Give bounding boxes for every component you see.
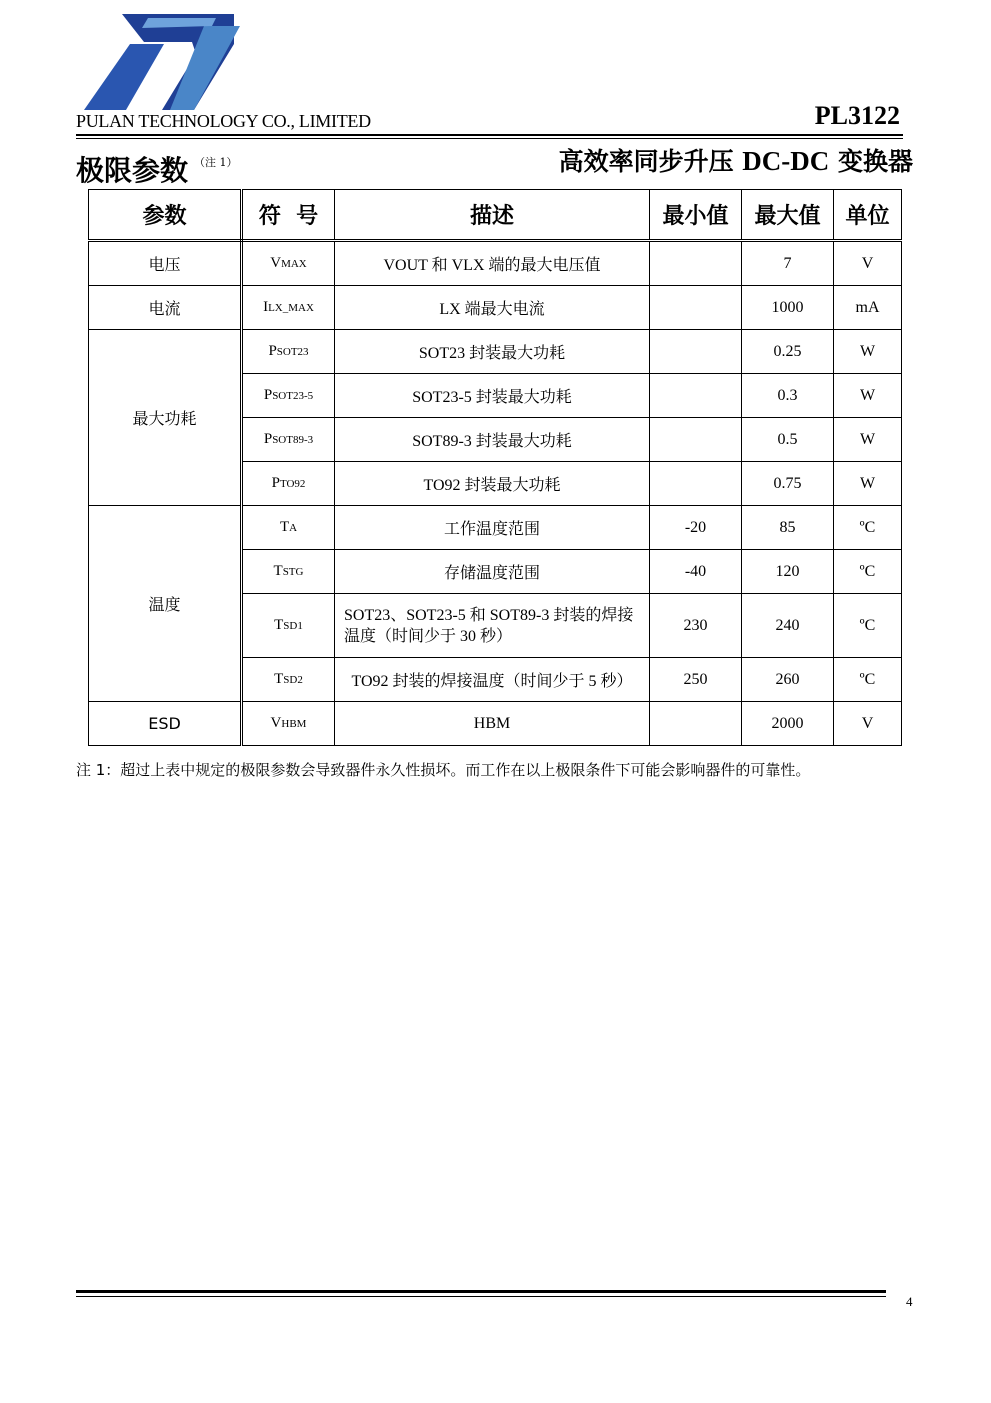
header-rule: [76, 134, 903, 136]
header-max: 最大值: [742, 190, 834, 241]
header-param: 参数: [89, 190, 242, 241]
doc-title-cn1: 高效率同步升压: [558, 147, 743, 176]
symbol-cell: [242, 286, 335, 330]
company-logo: [84, 14, 242, 112]
description-cell: SOT89-3 封装最大功耗: [335, 418, 650, 462]
section-title-text: 极限参数: [76, 154, 189, 187]
table-row: [89, 330, 902, 374]
symbol-main: P: [271, 475, 280, 491]
unit-cell: ºC: [834, 550, 902, 594]
min-cell: [650, 462, 742, 506]
description-cell: VOUT 和 VLX 端的最大电压值: [335, 241, 650, 286]
symbol-main: P: [268, 343, 277, 359]
symbol-main: I: [263, 299, 269, 315]
doc-title-latin: DC-DC: [742, 146, 830, 176]
symbol-sub: A: [289, 522, 298, 534]
header-description: 描述: [335, 190, 650, 241]
symbol-sub: SOT23: [276, 346, 309, 358]
max-cell: 7: [742, 241, 834, 286]
max-cell: 0.3: [742, 374, 834, 418]
symbol-cell: [242, 241, 335, 286]
footnote: 注 1：超过上表中规定的极限参数会导致器件永久性损坏。而工作在以上极限条件下可能会影响器件的可靠性。: [76, 761, 811, 779]
unit-cell: ºC: [834, 658, 902, 702]
symbol-main: T: [279, 519, 290, 535]
description-cell: LX 端最大电流: [335, 286, 650, 330]
symbol-cell: [242, 594, 335, 658]
param-cell: 最大功耗: [89, 330, 242, 506]
symbol-main: T: [274, 671, 284, 687]
max-cell: 2000: [742, 702, 834, 746]
unit-cell: ºC: [834, 594, 902, 658]
symbol-sub: HBM: [281, 718, 307, 730]
doc-title-cn2: 变换器: [829, 147, 913, 176]
unit-cell: W: [834, 418, 902, 462]
table-row: [89, 506, 902, 550]
symbol-cell: [242, 702, 335, 746]
description-cell: 工作温度范围: [335, 506, 650, 550]
section-note-ref: （注 1）: [194, 156, 238, 169]
param-cell: ESD: [89, 702, 242, 746]
min-cell: 230: [650, 594, 742, 658]
footer-rule: [76, 1290, 886, 1293]
symbol-cell: [242, 462, 335, 506]
description-cell: 存储温度范围: [335, 550, 650, 594]
header-min: 最小值: [650, 190, 742, 241]
symbol-sub: STG: [282, 566, 304, 578]
max-cell: 260: [742, 658, 834, 702]
document-title: [559, 142, 913, 178]
unit-cell: W: [834, 462, 902, 506]
absolute-max-ratings-table: [88, 189, 902, 746]
page-number: 4: [906, 1294, 913, 1309]
description-cell: SOT23、SOT23-5 和 SOT89-3 封装的焊接温度（时间少于 30 秒）: [335, 594, 650, 658]
symbol-main: T: [273, 563, 283, 579]
unit-cell: W: [834, 374, 902, 418]
min-cell: [650, 374, 742, 418]
symbol-cell: [242, 374, 335, 418]
param-cell: 电流: [89, 286, 242, 330]
unit-cell: W: [834, 330, 902, 374]
symbol-cell: [242, 550, 335, 594]
symbol-sub: MAX: [281, 258, 307, 270]
symbol-main: T: [274, 617, 284, 633]
symbol-cell: [242, 658, 335, 702]
header-rule-thin: [76, 138, 903, 139]
max-cell: 0.5: [742, 418, 834, 462]
part-number: PL3122: [814, 101, 900, 130]
max-cell: 0.75: [742, 462, 834, 506]
description-cell: HBM: [335, 702, 650, 746]
min-cell: [650, 418, 742, 462]
unit-cell: V: [834, 702, 902, 746]
min-cell: [650, 702, 742, 746]
symbol-cell: [242, 330, 335, 374]
symbol-sub: TO92: [279, 478, 306, 490]
min-cell: -20: [650, 506, 742, 550]
table-row: [89, 702, 902, 746]
description-cell: TO92 封装最大功耗: [335, 462, 650, 506]
section-title: [76, 149, 238, 189]
unit-cell: V: [834, 241, 902, 286]
symbol-sub: SOT23-5: [272, 390, 314, 402]
min-cell: -40: [650, 550, 742, 594]
symbol-main: V: [270, 715, 282, 731]
table-row: [89, 286, 902, 330]
symbol-main: P: [263, 431, 273, 447]
table-row: [89, 241, 902, 286]
footer-rule-thin: [76, 1296, 886, 1297]
param-cell: 温度: [89, 506, 242, 702]
min-cell: 250: [650, 658, 742, 702]
symbol-sub: LX_MAX: [268, 302, 314, 314]
table-header-row: [89, 190, 902, 241]
unit-cell: ºC: [834, 506, 902, 550]
symbol-main: V: [270, 255, 282, 271]
header-symbol: 符 号: [242, 190, 335, 241]
min-cell: [650, 330, 742, 374]
symbol-main: P: [263, 387, 273, 403]
param-cell: 电压: [89, 241, 242, 286]
max-cell: 120: [742, 550, 834, 594]
unit-cell: mA: [834, 286, 902, 330]
description-cell: SOT23 封装最大功耗: [335, 330, 650, 374]
max-cell: 85: [742, 506, 834, 550]
min-cell: [650, 241, 742, 286]
max-cell: 240: [742, 594, 834, 658]
description-cell: TO92 封装的焊接温度（时间少于 5 秒）: [335, 658, 650, 702]
header-unit: 单位: [834, 190, 902, 241]
symbol-sub: SD1: [283, 620, 303, 632]
max-cell: 1000: [742, 286, 834, 330]
company-name: PULAN TECHNOLOGY CO., LIMITED: [76, 111, 371, 131]
symbol-cell: [242, 418, 335, 462]
symbol-sub: SD2: [283, 674, 303, 686]
symbol-sub: SOT89-3: [272, 434, 314, 446]
max-cell: 0.25: [742, 330, 834, 374]
symbol-cell: [242, 506, 335, 550]
description-cell: SOT23-5 封装最大功耗: [335, 374, 650, 418]
min-cell: [650, 286, 742, 330]
